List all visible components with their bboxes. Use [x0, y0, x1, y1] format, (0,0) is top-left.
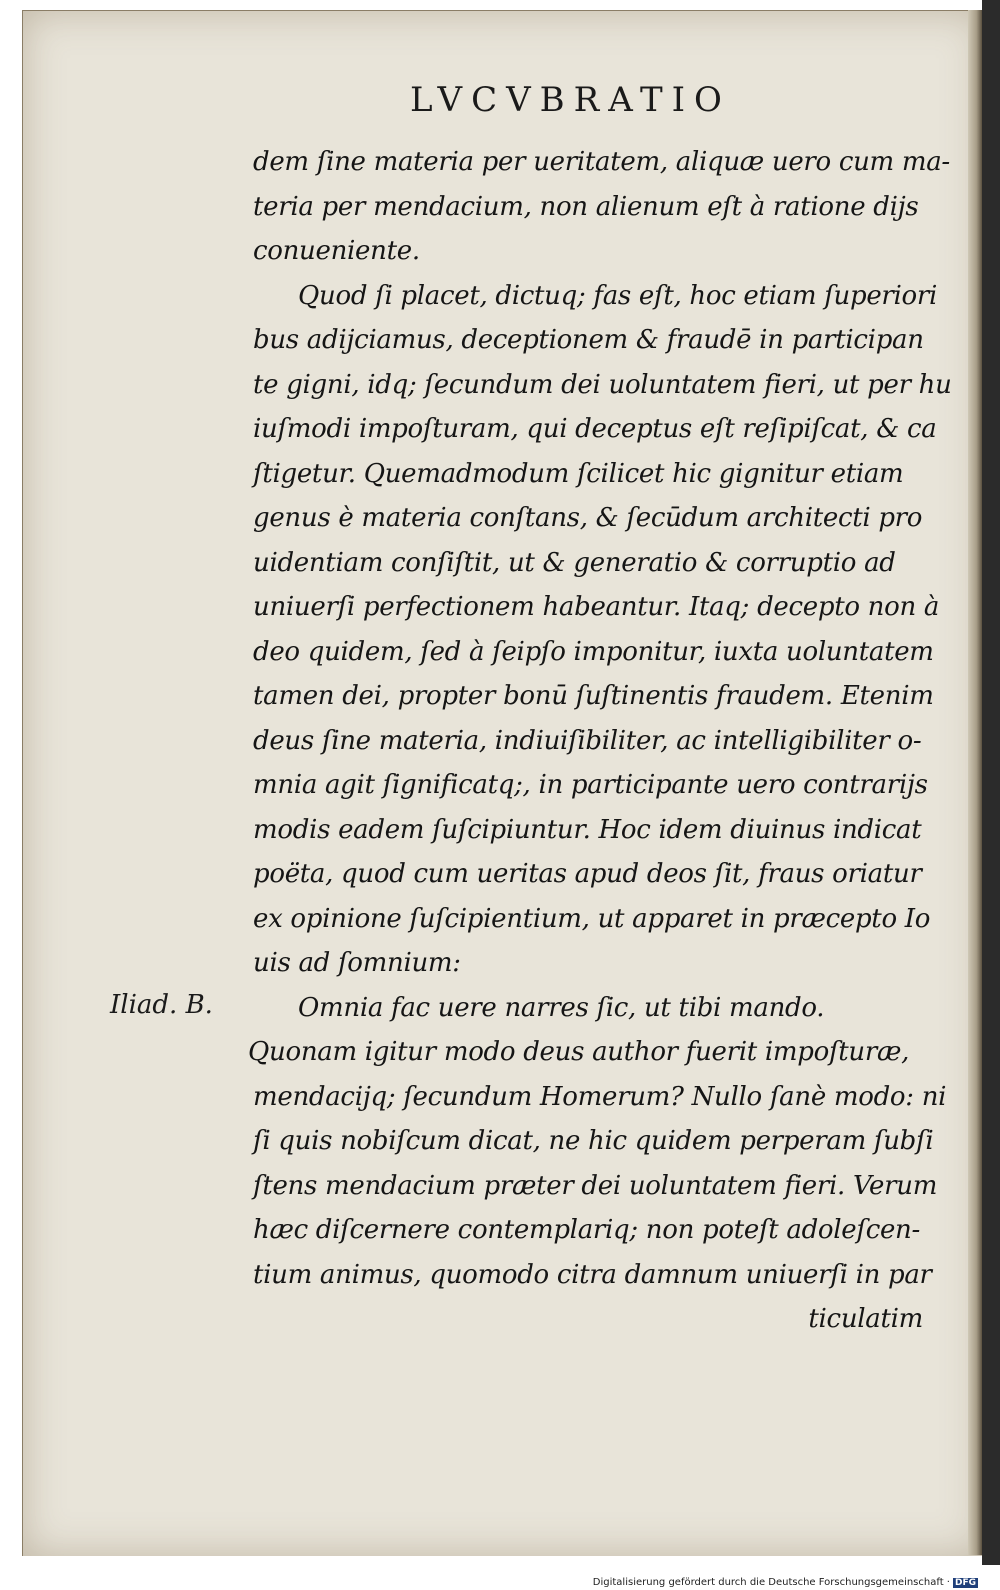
- text-line: genus è materia conſtans, & ſecūdum architecti pro: [253, 503, 923, 533]
- text-line: deo quidem, ſed à ſeipſo imponitur, iuxta uoluntatem: [253, 636, 934, 667]
- text-line: mendacijq; ſecundum Homerum? Nullo ſanè modo: ni: [253, 1081, 947, 1112]
- text-line: hæc diſcernere contemplariq; non poteſt adoleſcen-: [253, 1215, 920, 1245]
- text-line: teria per mendacium, non alienum eſt à ratione dijs: [253, 191, 919, 222]
- text-line: bus adijciamus, deceptionem & fraudē in participan: [253, 325, 924, 355]
- text-line: uniuerſi perfectionem habeantur. Itaq; decepto non à: [253, 592, 940, 622]
- text-line: poëta, quod cum ueritas apud deos ſit, fraus oriatur: [253, 859, 922, 889]
- text-line: ſi quis nobiſcum dicat, ne hic quidem perperam ſubſi: [253, 1126, 934, 1156]
- running-head: LVCVBRATIO: [410, 80, 731, 120]
- digitization-footer: [593, 1577, 978, 1588]
- text-line: Quod ſi placet, dictuq; fas eſt, hoc etiam ſuperiori: [298, 280, 938, 311]
- text-line: ſtigetur. Quemadmodum ſcilicet hic gignitur etiam: [253, 458, 904, 489]
- text-line: ſtens mendacium præter dei uoluntatem fieri. Verum: [253, 1170, 938, 1201]
- verse-line: Omnia fac uere narres ſic, ut tibi mando.: [298, 992, 825, 1023]
- text-line: modis eadem ſuſcipiuntur. Hoc idem diuinus indicat: [253, 814, 922, 845]
- text-line: dem ſine materia per ueritatem, aliquæ uero cum ma-: [253, 147, 950, 177]
- page-edge: [968, 10, 982, 1555]
- text-line: tamen dei, propter bonū ſuſtinentis fraudem. Etenim: [253, 681, 934, 711]
- text-line: Quonam igitur modo deus author fuerit impoſturæ,: [248, 1037, 910, 1067]
- text-line: conueniente.: [253, 236, 420, 266]
- footer-text: Digitalisierung gefördert durch die Deutsche Forschungsgemeinschaft ·: [592, 1577, 950, 1588]
- text-line: te gigni, idq; ſecundum dei uoluntatem fieri, ut per hu: [253, 369, 952, 400]
- text-line: mnia agit ſignificatq;, in participante uero contrarijs: [253, 770, 928, 800]
- text-block: [248, 140, 952, 1342]
- book-spine: [982, 0, 1000, 1565]
- marginal-note: Iliad. B.: [110, 990, 213, 1020]
- text-line: uis ad ſomnium:: [253, 948, 461, 978]
- dfg-logo: DFG: [954, 1578, 976, 1588]
- text-line: uidentiam conſiſtit, ut & generatio & corruptio ad: [253, 547, 896, 578]
- text-line: ex opinione ſuſcipientium, ut apparet in præcepto Io: [253, 903, 931, 934]
- text-line: iuſmodi impoſturam, qui deceptus eſt reſipiſcat, & ca: [253, 414, 937, 444]
- text-line: deus ſine materia, indiuiſibiliter, ac intelligibiliter o-: [253, 725, 922, 756]
- text-line: tium animus, quomodo citra damnum uniuerſi in par: [253, 1259, 932, 1290]
- catchword: ticulatim: [808, 1304, 923, 1334]
